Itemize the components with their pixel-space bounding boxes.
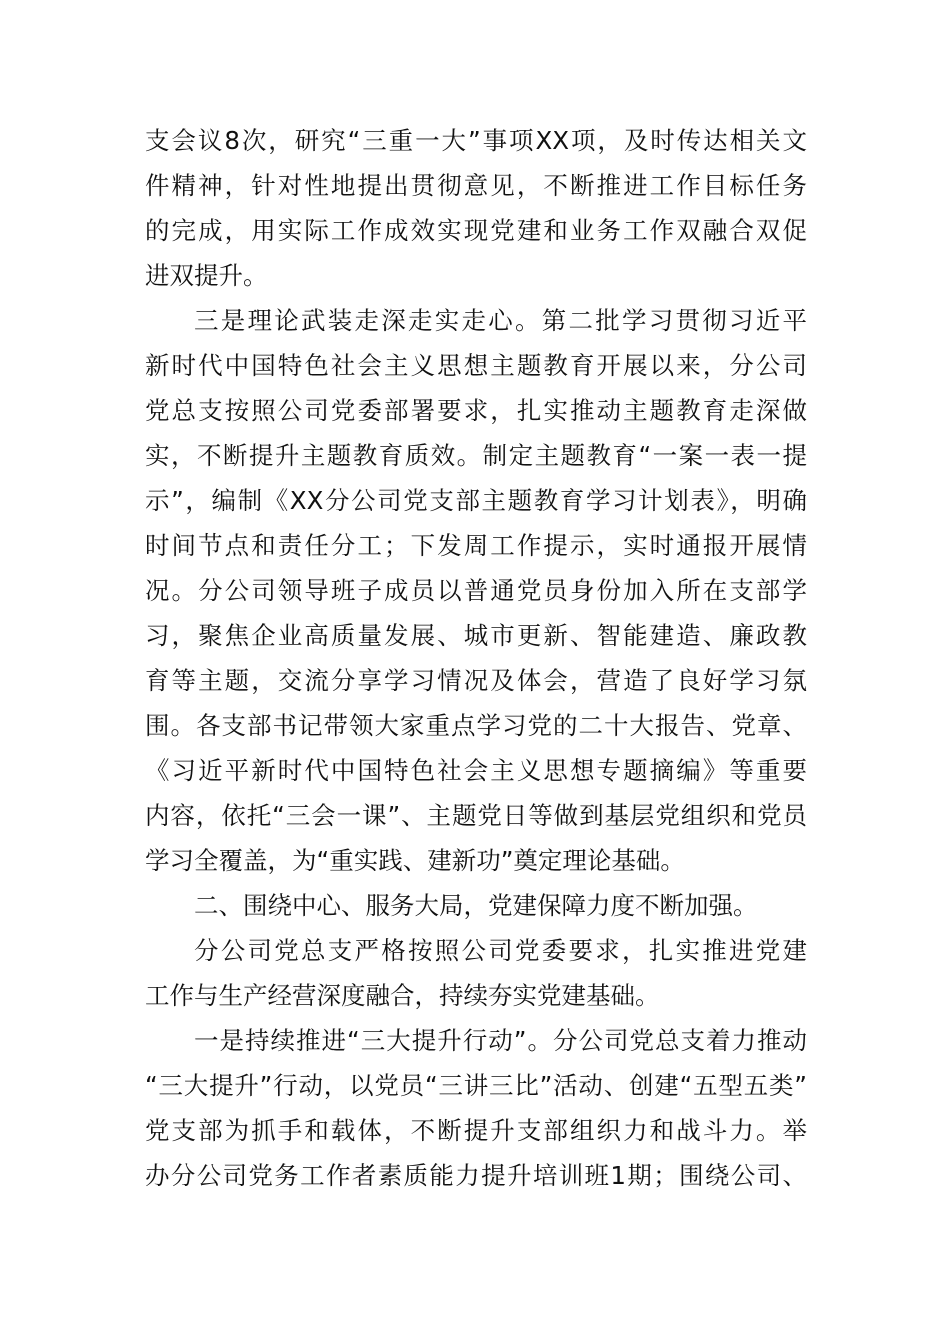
text-line: 支会议8次，研究“三重一大”事项XX项，及时传达相关文: [145, 126, 807, 155]
document-body: [145, 118, 807, 1198]
text-line: 育等主题，交流分享学习情况及体会，营造了良好学习氛: [145, 666, 807, 695]
text-line: 时间节点和责任分工；下发周工作提示，实时通报开展情: [145, 531, 807, 560]
text-line: 党支部为抓手和载体，不断提升支部组织力和战斗力。举: [145, 1116, 807, 1145]
text-line: 新时代中国特色社会主义思想主题教育开展以来，分公司: [145, 351, 807, 380]
text-line: 办分公司党务工作者素质能力提升培训班1期；围绕公司、: [145, 1161, 807, 1190]
text-line: 工作与生产经营深度融合，持续夯实党建基础。: [145, 981, 660, 1010]
paragraph-lead-line: 三是理论武装走深走实走心。第二批学习贯彻习近平: [194, 306, 807, 335]
text-line: 《习近平新时代中国特色社会主义思想专题摘编》等重要: [145, 756, 807, 785]
text-line: “三大提升”行动，以党员“三讲三比”活动、创建“五型五类”: [145, 1071, 807, 1100]
text-line: 党总支按照公司党委部署要求，扎实推动主题教育走深做: [145, 396, 807, 425]
text-line: 习，聚焦企业高质量发展、城市更新、智能建造、廉政教: [145, 621, 807, 650]
text-line: 况。分公司领导班子成员以普通党员身份加入所在支部学: [145, 576, 807, 605]
text-line: 件精神，针对性地提出贯彻意见，不断推进工作目标任务: [145, 171, 807, 200]
text-line: 实，不断提升主题教育质效。制定主题教育“一案一表一提: [145, 441, 807, 470]
text-line: 学习全覆盖，为“重实践、建新功”奠定理论基础。: [145, 846, 685, 875]
text-line: 的完成，用实际工作成效实现党建和业务工作双融合双促: [145, 216, 807, 245]
text-line: 内容，依托“三会一课”、主题党日等做到基层党组织和党员: [145, 801, 807, 830]
text-line: 围。各支部书记带领大家重点学习党的二十大报告、党章、: [145, 711, 807, 740]
text-line: 示”，编制《XX分公司党支部主题教育学习计划表》，明确: [145, 486, 807, 515]
paragraph-lead-line: 分公司党总支严格按照公司党委要求，扎实推进党建: [194, 936, 807, 965]
paragraph-lead-line: 一是持续推进“三大提升行动”。分公司党总支着力推动: [194, 1026, 807, 1055]
section-heading: 二、围绕中心、服务大局，党建保障力度不断加强。: [194, 891, 758, 920]
text-line: 进双提升。: [145, 261, 268, 290]
